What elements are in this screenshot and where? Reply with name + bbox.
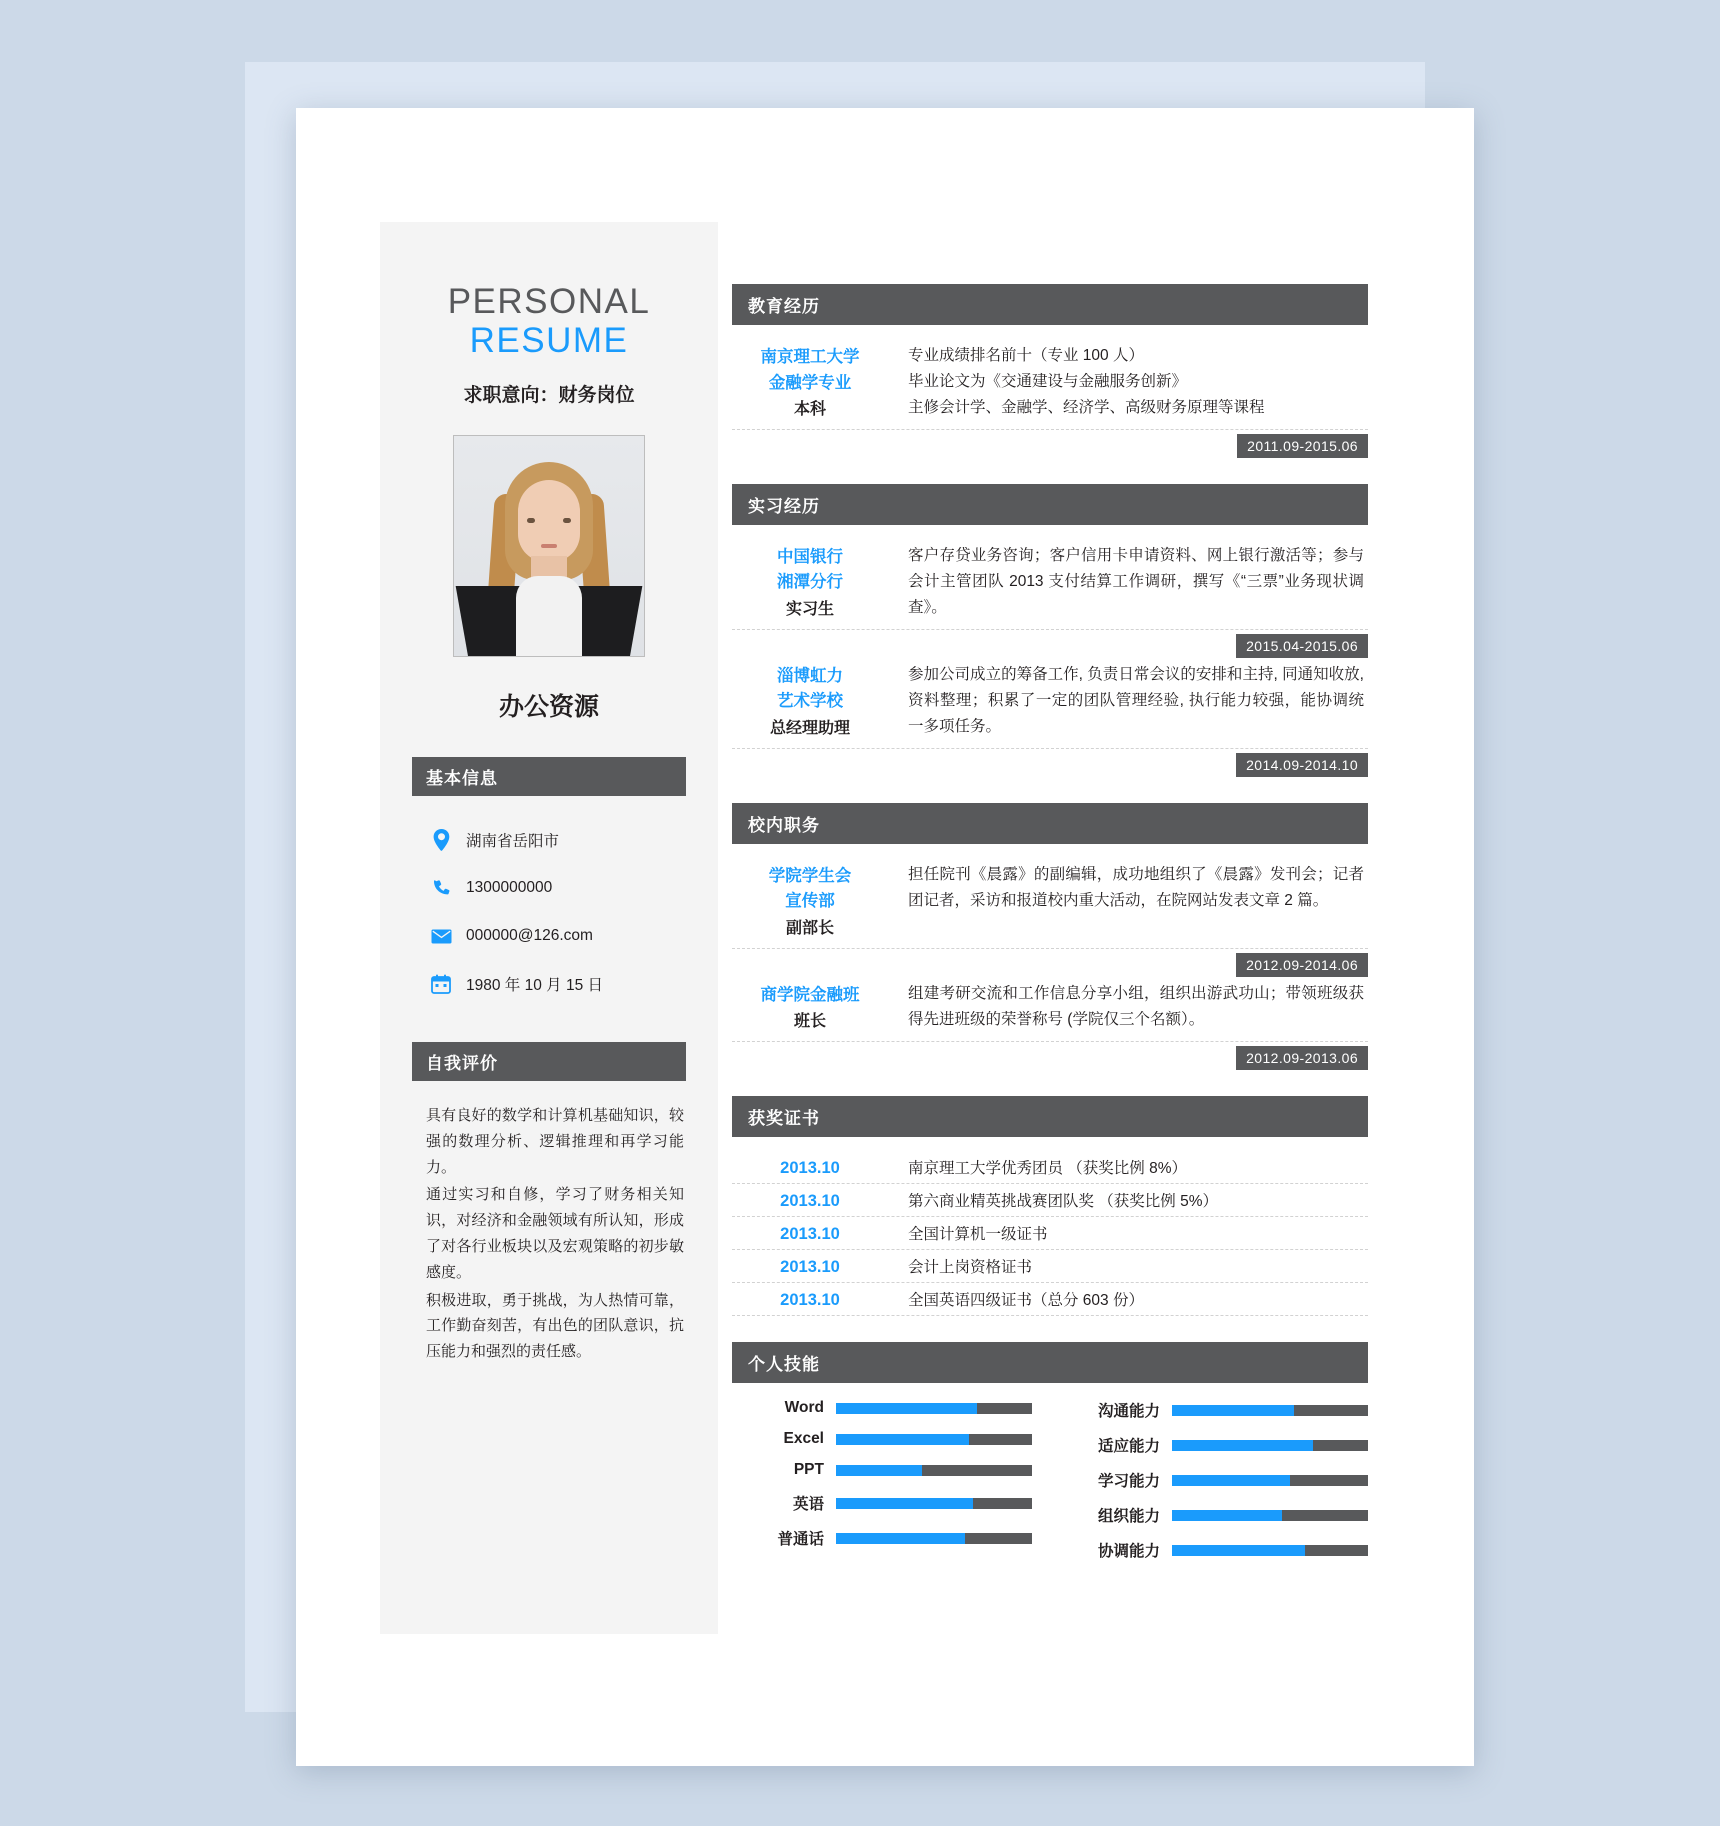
award-row	[732, 1283, 1368, 1316]
internship-entry-right	[888, 662, 1368, 742]
skill-bar-fill	[1172, 1440, 1313, 1451]
internship-org-line: 中国银行	[777, 547, 843, 566]
education-org-line: 金融学专业	[768, 373, 852, 392]
skill-label: 学习能力	[1097, 1473, 1160, 1491]
skill-bar-fill	[1172, 1545, 1305, 1556]
campus-section	[732, 858, 1368, 1070]
award-row	[732, 1151, 1368, 1184]
education-entry-right	[888, 343, 1368, 423]
skill-bar-track	[836, 1533, 1032, 1544]
main-column	[718, 222, 1390, 1634]
skill-bar-track	[836, 1403, 1032, 1414]
profile-photo	[453, 435, 645, 657]
skill-bar-track	[836, 1498, 1032, 1509]
award-date: 2013.10	[780, 1192, 840, 1211]
info-row-birthday	[412, 960, 686, 1008]
education-section	[732, 339, 1368, 458]
skill-bar-fill	[836, 1465, 922, 1476]
awards-section	[732, 1151, 1368, 1316]
skill-bar-track	[1172, 1475, 1368, 1486]
photo-mouth	[541, 544, 557, 548]
internship-entry-right	[888, 543, 1368, 623]
skill-bar-fill	[836, 1434, 969, 1445]
info-row-location	[412, 816, 686, 864]
skill-row	[732, 1461, 1032, 1479]
education-desc-line: 毕业论文为《交通建设与金融服务创新》	[908, 373, 1188, 391]
award-row	[732, 1184, 1368, 1217]
info-text-email: 000000@126.com	[466, 927, 593, 944]
campus-desc: 组建考研交流和工作信息分享小组，组织出游武功山；带领班级获得先进班级的荣誉称号 (学院仅三个名额）。	[908, 984, 1364, 1028]
award-date: 2013.10	[780, 1225, 840, 1244]
skill-label: Excel	[783, 1430, 824, 1448]
section-heading-campus: 校内职务	[732, 803, 1368, 844]
skill-label: 协调能力	[1097, 1543, 1160, 1561]
internship-entry-left	[732, 662, 888, 742]
person-name: 办公资源	[498, 693, 599, 721]
education-entry	[732, 339, 1368, 430]
location-pin-icon	[426, 829, 456, 851]
skill-row	[1068, 1539, 1368, 1561]
internship-org-line: 淄博虹力	[777, 666, 843, 685]
section-heading-skills: 个人技能	[732, 1342, 1368, 1383]
award-text: 南京理工大学优秀团员 （获奖比例 8%）	[908, 1160, 1188, 1178]
skill-bar-fill	[1172, 1405, 1294, 1416]
self-evaluation-body	[412, 1103, 686, 1365]
campus-entry-right	[888, 862, 1368, 942]
info-text-birthday: 1980 年 10 月 15 日	[466, 977, 603, 994]
brand-line-resume: RESUME	[469, 321, 629, 360]
campus-role: 副部长	[785, 919, 834, 937]
self-evaluation-paragraph: 通过实习和自修，学习了财务相关知识，对经济和金融领域有所认知，形成了对各行业板块以及宏观策略的初步敏感度。	[426, 1186, 684, 1281]
resume-content	[380, 222, 1390, 1634]
campus-entry-left	[732, 981, 888, 1035]
campus-desc: 担任院刊《晨露》的副编辑，成功地组织了《晨露》发刊会；记者团记者，采访和报道校内重大活动，在院网站发表文章 2 篇。	[908, 865, 1364, 909]
skill-bar-track	[1172, 1440, 1368, 1451]
internship-entry	[732, 658, 1368, 749]
skill-bar-fill	[836, 1403, 977, 1414]
campus-org-line: 学院学生会	[768, 866, 852, 885]
skill-label: 适应能力	[1097, 1438, 1160, 1456]
skill-bar-track	[1172, 1545, 1368, 1556]
skill-bar-track	[1172, 1405, 1368, 1416]
skill-label: 沟通能力	[1097, 1403, 1160, 1421]
skill-row	[732, 1527, 1032, 1549]
skill-label: PPT	[793, 1461, 824, 1479]
award-date: 2013.10	[780, 1291, 840, 1310]
sidebar	[380, 222, 718, 1634]
award-text: 全国英语四级证书（总分 603 份）	[908, 1292, 1144, 1310]
award-row	[732, 1250, 1368, 1283]
email-icon	[426, 929, 456, 944]
photo-eye-right	[563, 518, 571, 523]
skill-bar-track	[836, 1465, 1032, 1476]
campus-entry	[732, 858, 1368, 949]
internship-role: 总经理助理	[769, 719, 850, 737]
education-degree: 本科	[793, 401, 826, 419]
skill-bar-track	[836, 1434, 1032, 1445]
internship-org-line: 湘潭分行	[777, 573, 843, 592]
section-heading-internship: 实习经历	[732, 484, 1368, 525]
award-row	[732, 1217, 1368, 1250]
campus-entry-left	[732, 862, 888, 942]
internship-role: 实习生	[785, 601, 834, 619]
internship-date-row	[732, 753, 1368, 777]
skill-row	[732, 1492, 1032, 1514]
skills-section	[732, 1399, 1368, 1574]
date-badge: 2011.09-2015.06	[1237, 434, 1368, 458]
skill-row	[1068, 1504, 1368, 1526]
skill-label: 组织能力	[1097, 1508, 1160, 1526]
internship-desc: 参加公司成立的筹备工作, 负责日常会议的安排和主持, 同通知收放, 资料整理；积累了一定的团队管理经验, 执行能力较强，能协调统一多项任务。	[908, 665, 1364, 735]
campus-entry	[732, 977, 1368, 1042]
skill-row	[732, 1399, 1032, 1417]
self-evaluation-paragraph: 具有良好的数学和计算机基础知识，较强的数理分析、逻辑推理和再学习能力。	[426, 1107, 684, 1176]
basic-info-list	[412, 816, 686, 1008]
job-intent: 求职意向：财务岗位	[463, 385, 635, 406]
campus-date-row	[732, 953, 1368, 977]
info-row-phone	[412, 864, 686, 912]
campus-org-line: 商学院金融班	[760, 985, 860, 1004]
education-org-line: 南京理工大学	[760, 348, 860, 366]
campus-role: 班长	[793, 1013, 826, 1031]
info-text-location: 湖南省岳阳市	[466, 833, 560, 850]
section-heading-education: 教育经历	[732, 284, 1368, 325]
award-date: 2013.10	[780, 1159, 840, 1178]
skills-column-right	[1050, 1399, 1368, 1574]
brand-line-personal: PERSONAL	[447, 282, 651, 321]
self-evaluation-heading: 自我评价	[412, 1042, 686, 1081]
skill-bar-track	[1172, 1510, 1368, 1521]
education-date-row	[732, 434, 1368, 458]
internship-entry-left	[732, 543, 888, 623]
education-entry-left	[732, 343, 888, 423]
basic-info-heading: 基本信息	[412, 757, 686, 796]
campus-entry-right	[888, 981, 1368, 1035]
skill-bar-fill	[836, 1498, 973, 1509]
award-text: 全国计算机一级证书	[908, 1226, 1048, 1244]
campus-date-row	[732, 1046, 1368, 1070]
photo-eye-left	[527, 518, 535, 523]
skill-bar-fill	[836, 1533, 965, 1544]
award-text: 会计上岗资格证书	[908, 1259, 1033, 1277]
skill-label: Word	[784, 1399, 824, 1417]
award-text: 第六商业精英挑战赛团队奖 （获奖比例 5%）	[908, 1193, 1219, 1211]
internship-desc: 客户存贷业务咨询；客户信用卡申请资料、网上银行激活等；参与会计主管团队 2013 支付结算工作调研，撰写《“三票”业务现状调查》。	[908, 546, 1364, 616]
date-badge: 2012.09-2014.06	[1236, 953, 1368, 977]
calendar-icon	[426, 974, 456, 994]
skill-label: 普通话	[777, 1531, 824, 1549]
skill-row	[1068, 1399, 1368, 1421]
education-desc-line: 专业成绩排名前十（专业 100 人）	[908, 347, 1144, 364]
internship-section	[732, 539, 1368, 777]
skill-label: 英语	[792, 1496, 824, 1514]
campus-org-line: 宣传部	[785, 892, 835, 911]
education-desc-line: 主修会计学、金融学、经济学、高级财务原理等课程	[908, 399, 1265, 417]
info-text-phone: 1300000000	[466, 879, 553, 896]
internship-org-line: 艺术学校	[777, 692, 843, 711]
skill-bar-fill	[1172, 1475, 1290, 1486]
award-date: 2013.10	[780, 1258, 840, 1277]
section-heading-awards: 获奖证书	[732, 1096, 1368, 1137]
photo-turtleneck	[516, 576, 582, 656]
info-row-email	[412, 912, 686, 960]
internship-entry	[732, 539, 1368, 630]
brand-title	[412, 284, 686, 358]
skills-column-left	[732, 1399, 1050, 1574]
skill-row	[732, 1430, 1032, 1448]
date-badge: 2015.04-2015.06	[1236, 634, 1368, 658]
phone-icon	[426, 878, 456, 898]
self-evaluation-paragraph: 积极进取，勇于挑战，为人热情可靠，工作勤奋刻苦，有出色的团队意识，抗压能力和强烈的责任感。	[426, 1291, 684, 1361]
date-badge: 2012.09-2013.06	[1236, 1046, 1368, 1070]
skill-bar-fill	[1172, 1510, 1282, 1521]
internship-date-row	[732, 634, 1368, 658]
skill-row	[1068, 1469, 1368, 1491]
date-badge: 2014.09-2014.10	[1236, 753, 1368, 777]
skill-row	[1068, 1434, 1368, 1456]
